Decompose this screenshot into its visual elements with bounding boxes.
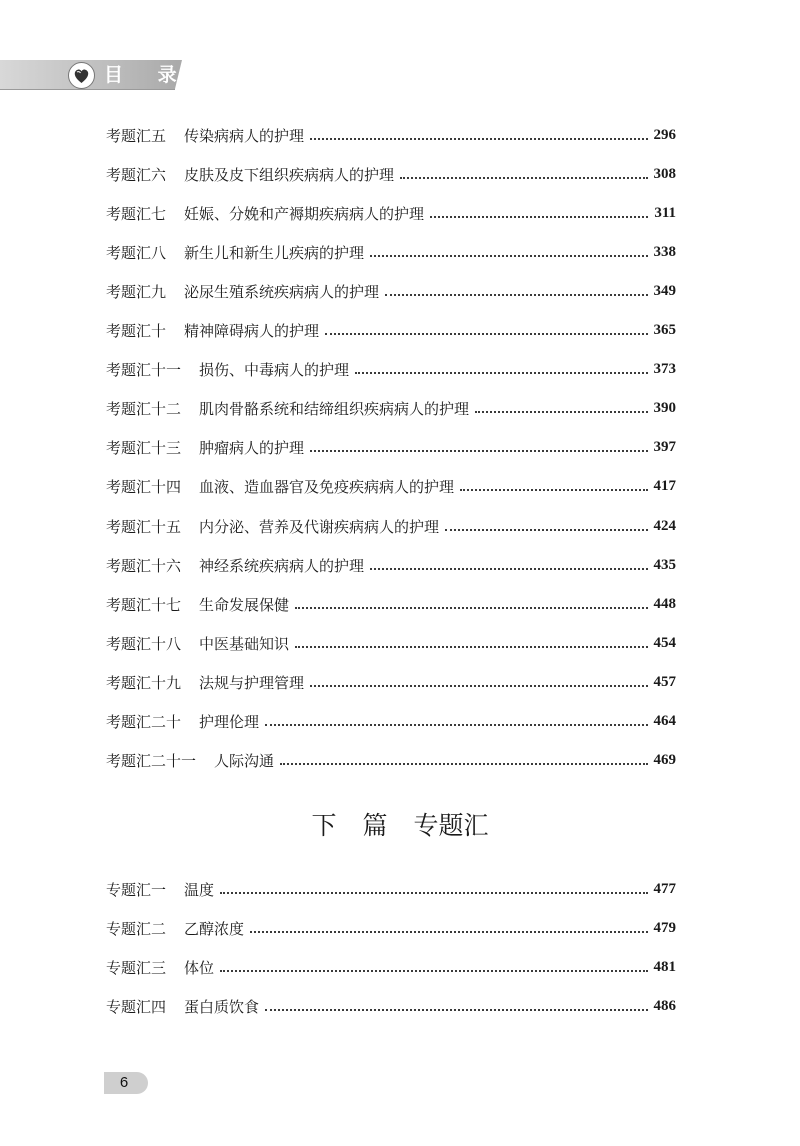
dot-leader xyxy=(370,567,647,570)
toc-entry[interactable] xyxy=(106,671,676,693)
dot-leader xyxy=(220,891,647,894)
dot-leader xyxy=(250,930,647,933)
toc-entry-page: 417 xyxy=(653,478,676,495)
toc-entry[interactable] xyxy=(106,476,676,498)
toc-entry-title: 泌尿生殖系统疾病病人的护理 xyxy=(184,282,380,301)
toc-entry[interactable] xyxy=(106,957,676,979)
toc-entry-title: 传染病病人的护理 xyxy=(184,126,305,145)
toc-entry[interactable] xyxy=(106,241,676,263)
toc-entry[interactable] xyxy=(106,711,676,733)
dot-leader xyxy=(295,606,647,609)
dot-leader xyxy=(400,176,647,179)
toc-entry-number: 考题汇九 xyxy=(106,282,167,301)
toc-entry-number: 专题汇二 xyxy=(106,919,167,938)
toc-entry-page: 464 xyxy=(653,713,676,729)
toc-entry-number: 考题汇八 xyxy=(106,243,167,262)
toc-entry-page: 397 xyxy=(653,439,676,456)
toc-entry-title: 血液、造血器官及免疫疾病病人的护理 xyxy=(199,478,455,497)
toc-entry-number: 考题汇五 xyxy=(106,126,167,145)
dot-leader xyxy=(355,371,647,374)
toc-entry-title: 蛋白质饮食 xyxy=(184,998,260,1017)
toc-entry[interactable] xyxy=(106,280,676,302)
toc-entry[interactable] xyxy=(106,320,676,342)
toc-entry[interactable] xyxy=(106,554,676,576)
dot-leader xyxy=(310,449,647,452)
toc-entry-page: 469 xyxy=(653,752,676,769)
toc-entry-title: 法规与护理管理 xyxy=(199,673,305,692)
toc-entry-page: 338 xyxy=(653,243,676,260)
dot-leader xyxy=(460,488,647,491)
toc-entry-title: 温度 xyxy=(184,880,215,899)
toc-entry[interactable] xyxy=(106,632,676,654)
section-title-piece: 篇 xyxy=(362,811,388,840)
toc-entry-page: 486 xyxy=(653,998,676,1015)
toc-entry[interactable] xyxy=(106,124,676,146)
toc-entry[interactable] xyxy=(106,163,676,185)
toc-entry-title: 皮肤及皮下组织疾病病人的护理 xyxy=(184,165,395,184)
toc-entry-page: 373 xyxy=(653,361,676,378)
toc-entry-title: 人际沟通 xyxy=(214,752,275,771)
toc-entry[interactable] xyxy=(106,437,676,459)
dot-leader xyxy=(385,293,647,296)
toc-entry-number: 专题汇一 xyxy=(106,880,167,899)
toc-entry-number: 考题汇十七 xyxy=(106,595,182,614)
dot-leader xyxy=(265,723,647,726)
dot-leader xyxy=(295,645,647,648)
toc-entry[interactable] xyxy=(106,878,676,900)
toc-entry-number: 考题汇七 xyxy=(106,204,167,223)
toc-entry-title: 损伤、中毒病人的护理 xyxy=(199,361,350,380)
toc-entry-page: 390 xyxy=(653,400,676,417)
toc-entry-title: 肌肉骨骼系统和结缔组织疾病病人的护理 xyxy=(199,400,470,419)
toc-entry-number: 考题汇十三 xyxy=(106,439,182,458)
toc-entry-page: 479 xyxy=(653,919,676,936)
toc-entry-number: 考题汇十六 xyxy=(106,556,182,575)
dot-leader xyxy=(310,684,647,687)
toc-entry-title: 内分泌、营养及代谢疾病病人的护理 xyxy=(199,517,440,536)
toc-entry-page: 311 xyxy=(654,204,676,221)
toc-entry-title: 肿瘤病人的护理 xyxy=(199,439,305,458)
toc-entry-title: 精神障碍病人的护理 xyxy=(184,322,320,340)
dot-leader xyxy=(325,332,647,335)
toc-entry-number: 专题汇四 xyxy=(106,998,167,1017)
dot-leader xyxy=(430,215,648,218)
toc-entry-page: 424 xyxy=(653,517,676,534)
toc-entry-page: 296 xyxy=(653,126,676,143)
toc-entry-page: 349 xyxy=(653,282,676,299)
toc-entry-number: 专题汇三 xyxy=(106,959,167,978)
dot-leader xyxy=(445,528,647,531)
toc-entry-number: 考题汇十八 xyxy=(106,634,182,653)
toc-entry[interactable] xyxy=(106,750,676,772)
toc-entry-title: 新生儿和新生儿疾病的护理 xyxy=(184,243,365,262)
toc-entry-page: 435 xyxy=(653,556,676,573)
toc-entry-number: 考题汇十四 xyxy=(106,478,182,497)
section-title xyxy=(0,806,800,842)
toc-entry-title: 护理伦理 xyxy=(199,713,260,731)
section-title-part: 下 xyxy=(311,811,337,840)
dot-leader xyxy=(280,762,647,765)
toc-entry[interactable] xyxy=(106,359,676,381)
dot-leader xyxy=(265,1008,647,1011)
toc-entry-number: 考题汇十九 xyxy=(106,673,182,692)
toc-entry-page: 448 xyxy=(653,595,676,612)
toc-entry-number: 考题汇十二 xyxy=(106,400,182,419)
dot-leader xyxy=(475,410,647,413)
toc-entry[interactable] xyxy=(106,515,676,537)
toc-entry-page: 454 xyxy=(653,634,676,651)
toc-entry-page: 365 xyxy=(653,322,676,338)
toc-entry-title: 妊娠、分娩和产褥期疾病病人的护理 xyxy=(184,204,425,223)
page-title: 目 录 xyxy=(104,64,191,86)
toc-entry-number: 考题汇二十一 xyxy=(106,752,197,771)
toc-entry-title: 生命发展保健 xyxy=(199,595,290,614)
toc-entry-page: 457 xyxy=(653,673,676,690)
toc-entry-title: 体位 xyxy=(184,959,215,978)
dot-leader xyxy=(310,137,647,140)
heart-logo-icon xyxy=(68,62,95,89)
section-title-name: 专题汇 xyxy=(413,811,489,840)
toc-entry-title: 神经系统疾病病人的护理 xyxy=(199,556,365,575)
toc-entry[interactable] xyxy=(106,202,676,224)
toc-entry-number: 考题汇十五 xyxy=(106,517,182,536)
toc-entry-title: 乙醇浓度 xyxy=(184,919,245,938)
toc-entry-page: 481 xyxy=(653,959,676,976)
toc-entry-number: 考题汇十一 xyxy=(106,361,182,380)
toc-entry[interactable] xyxy=(106,996,676,1018)
toc-entry-number: 考题汇六 xyxy=(106,165,167,184)
toc-entry-number: 考题汇二十 xyxy=(106,713,182,731)
toc-entry[interactable] xyxy=(106,398,676,420)
toc-entry-title: 中医基础知识 xyxy=(199,634,290,653)
toc-entry-page: 308 xyxy=(653,165,676,182)
dot-leader xyxy=(220,969,647,972)
toc-entry-page: 477 xyxy=(653,880,676,897)
dot-leader xyxy=(370,254,647,257)
toc-entry[interactable] xyxy=(106,593,676,615)
page-number: 6 xyxy=(119,1074,129,1091)
toc-entry-number: 考题汇十 xyxy=(106,322,167,340)
toc-entry[interactable] xyxy=(106,917,676,939)
